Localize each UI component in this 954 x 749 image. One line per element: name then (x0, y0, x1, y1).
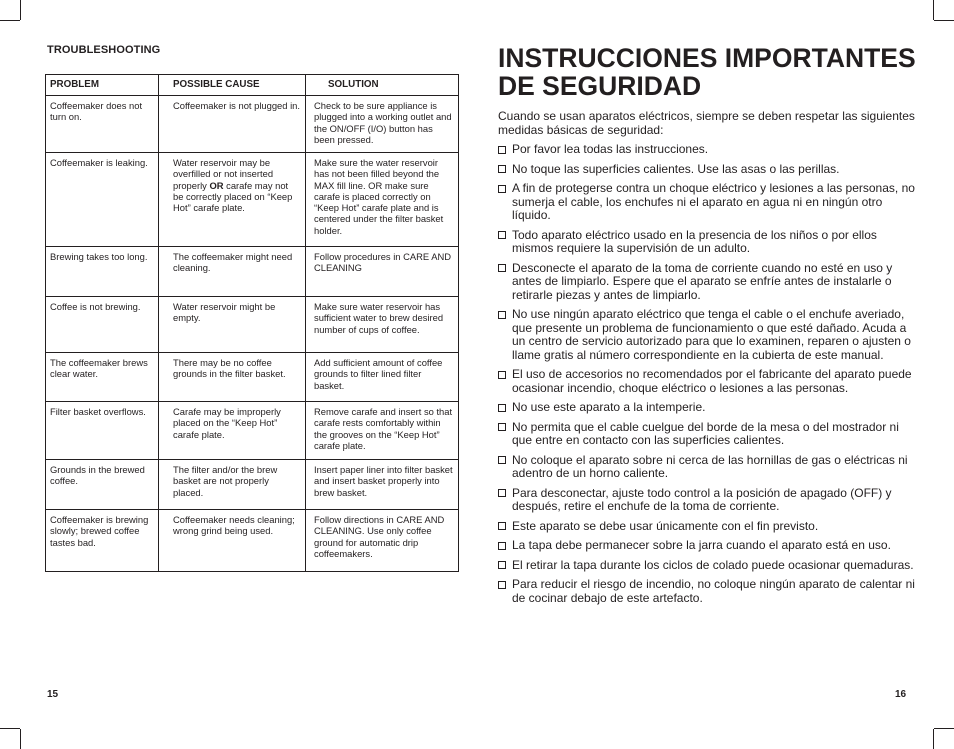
list-item (498, 368, 916, 395)
problem-cell: Coffeemaker is brewing slowly; brewed coffee tastes bad. (46, 510, 159, 572)
list-item-text: No coloque el aparato sobre ni cerca de las hornillas de gas o eléctricas ni adentro de un horno caliente. (512, 452, 908, 480)
title-line-1: INSTRUCCIONES IMPORTANTES (498, 43, 916, 73)
checkbox-square-icon (498, 423, 506, 431)
list-item (498, 143, 916, 157)
page-number: 15 (47, 689, 59, 700)
cause-cell: There may be no coffee grounds in the filter basket. (159, 353, 306, 402)
checkbox-square-icon (498, 561, 506, 569)
list-item-text: No use este aparato a la intemperie. (512, 400, 706, 414)
column-header-problem: PROBLEM (46, 75, 159, 96)
checkbox-square-icon (498, 231, 506, 239)
table-row (46, 402, 459, 460)
page-number: 16 (895, 689, 907, 700)
cause-emphasis: OR (209, 179, 224, 191)
problem-cell: Filter basket overflows. (46, 402, 159, 460)
list-item-text: A fin de protegerse contra un choque eléctrico y lesiones a las personas, no sumerja el cable, los enchufes ni el aparato en agua ni en ningún otro líquido. (512, 181, 915, 222)
checkbox-square-icon (498, 456, 506, 464)
list-item-text: Para reducir el riesgo de incendio, no coloque ningún aparato de calentar ni de cocinar debajo de este artefacto. (512, 577, 915, 605)
list-item (498, 163, 916, 177)
cause-text: carafe may not be correctly placed on “Keep Hot” carafe plate. (173, 179, 293, 214)
list-item (498, 539, 916, 553)
problem-cell: Coffeemaker does not turn on. (46, 96, 159, 153)
list-item-text: Todo aparato eléctrico usado en la presencia de los niños o por ellos mismos requiere la supervisión de un adulto. (512, 227, 877, 255)
list-item-text: El uso de accesorios no recomendados por el fabricante del aparato puede ocasionar incendio, choque eléctrico o lesiones a las personas. (512, 367, 912, 395)
troubleshooting-heading: TROUBLESHOOTING (47, 44, 161, 56)
list-item-text: Por favor lea todas las instrucciones. (512, 142, 709, 156)
checkbox-square-icon (498, 311, 506, 319)
checkbox-square-icon (498, 165, 506, 173)
checkbox-square-icon (498, 404, 506, 412)
problem-cell: Brewing takes too long. (46, 247, 159, 297)
table-row (46, 247, 459, 297)
list-item (498, 421, 916, 448)
cause-cell: Coffeemaker needs cleaning; wrong grind being used. (159, 510, 306, 572)
checkbox-square-icon (498, 489, 506, 497)
cause-cell: Water reservoir might be empty. (159, 297, 306, 353)
list-item (498, 578, 916, 605)
solution-cell: Add sufficient amount of coffee grounds to filter lined filter basket. (306, 353, 459, 402)
checkbox-square-icon (498, 264, 506, 272)
column-header-solution: SOLUTION (306, 75, 459, 96)
checkbox-square-icon (498, 542, 506, 550)
safety-list (498, 143, 916, 611)
solution-cell: Follow procedures in CARE AND CLEANING (306, 247, 459, 297)
list-item-text: Este aparato se debe usar únicamente con el fin previsto. (512, 518, 819, 533)
problem-cell: Coffee is not brewing. (46, 297, 159, 353)
solution-cell: Check to be sure appliance is plugged into a working outlet and the ON/OFF (I/O) button has been pressed. (306, 96, 459, 153)
title-line-2: DE SEGURIDAD (498, 71, 702, 101)
list-item (498, 520, 916, 534)
list-item-text: No permita que el cable cuelgue del borde de la mesa o del mostrador ni que entre en contacto con las superficies calientes. (512, 419, 899, 447)
list-item-text: No use ningún aparato eléctrico que tenga el cable o el enchufe averiado, que presente un problema de funcionamiento o que esté dañado. Acuda a un centro de servicio autorizado para que lo examinen, reparen o ajusten o llame gratis al número correspondiente en la cubierta de este manual. (512, 307, 911, 362)
solution-cell: Insert paper liner into filter basket and insert basket properly into brew basket. (306, 460, 459, 510)
problem-cell: Grounds in the brewed coffee. (46, 460, 159, 510)
list-item-text: No toque las superficies calientes. Use las asas o las perillas. (512, 161, 840, 176)
intro-paragraph: Cuando se usan aparatos eléctricos, siempre se deben respetar las siguientes medidas básicas de seguridad: (498, 109, 915, 137)
table-row (46, 460, 459, 510)
solution-cell: Make sure water reservoir has sufficient water to brew desired number of cups of coffee. (306, 297, 459, 353)
list-item (498, 401, 916, 415)
list-item-text: El retirar la tapa durante los ciclos de colado puede ocasionar quemaduras. (512, 557, 914, 572)
cause-cell: The coffeemaker might need cleaning. (159, 247, 306, 297)
checkbox-square-icon (498, 371, 506, 379)
troubleshooting-table (45, 74, 459, 572)
table-row (46, 353, 459, 402)
list-item-text: La tapa debe permanecer sobre la jarra cuando el aparato está en uso. (512, 538, 891, 552)
checkbox-square-icon (498, 146, 506, 154)
solution-cell: Follow directions in CARE AND CLEANING. Use only coffee ground for automatic drip coffeemakers. (306, 510, 459, 572)
list-item-text: Desconecte el aparato de la toma de corriente cuando no esté en uso y antes de limpiarlo. Espere que el aparato se enfríe antes de instalarle o retirarle piezas y antes de limpiarlo. (512, 260, 893, 302)
table-row (46, 96, 459, 153)
table-row (46, 510, 459, 572)
table-header-row (46, 75, 459, 96)
cause-cell: The filter and/or the brew basket are not properly placed. (159, 460, 306, 510)
list-item (498, 487, 916, 514)
checkbox-square-icon (498, 185, 506, 193)
list-item-text: Para desconectar, ajuste todo control a la posición de apagado (OFF) y después, retire el enchufe de la toma de corriente. (512, 485, 892, 513)
list-item (498, 559, 916, 573)
checkbox-square-icon (498, 581, 506, 589)
page-title (498, 44, 938, 100)
list-item (498, 182, 916, 223)
problem-cell: Coffeemaker is leaking. (46, 153, 159, 247)
cause-cell: Carafe may be improperly placed on the “Keep Hot” carafe plate. (159, 402, 306, 460)
list-item (498, 308, 916, 362)
cause-cell: Coffeemaker is not plugged in. (159, 96, 306, 153)
column-header-possible-cause: POSSIBLE CAUSE (159, 75, 306, 96)
solution-cell: Remove carafe and insert so that carafe rests comfortably within the grooves on the “Keep Hot” carafe plate. (306, 402, 459, 460)
cause-cell (159, 153, 306, 247)
list-item (498, 262, 916, 303)
checkbox-square-icon (498, 522, 506, 530)
table-row (46, 297, 459, 353)
cause-text: Water reservoir may be overfilled or not inserted properly (173, 157, 274, 191)
table-row (46, 153, 459, 247)
list-item (498, 454, 916, 481)
solution-cell: Make sure the water reservoir has not been filled beyond the MAX fill line. OR make sure carafe is placed correctly on “Keep Hot” carafe plate and is centered under the filter basket holder. (306, 153, 459, 247)
list-item (498, 229, 916, 256)
problem-cell: The coffeemaker brews clear water. (46, 353, 159, 402)
right-page (477, 0, 954, 749)
